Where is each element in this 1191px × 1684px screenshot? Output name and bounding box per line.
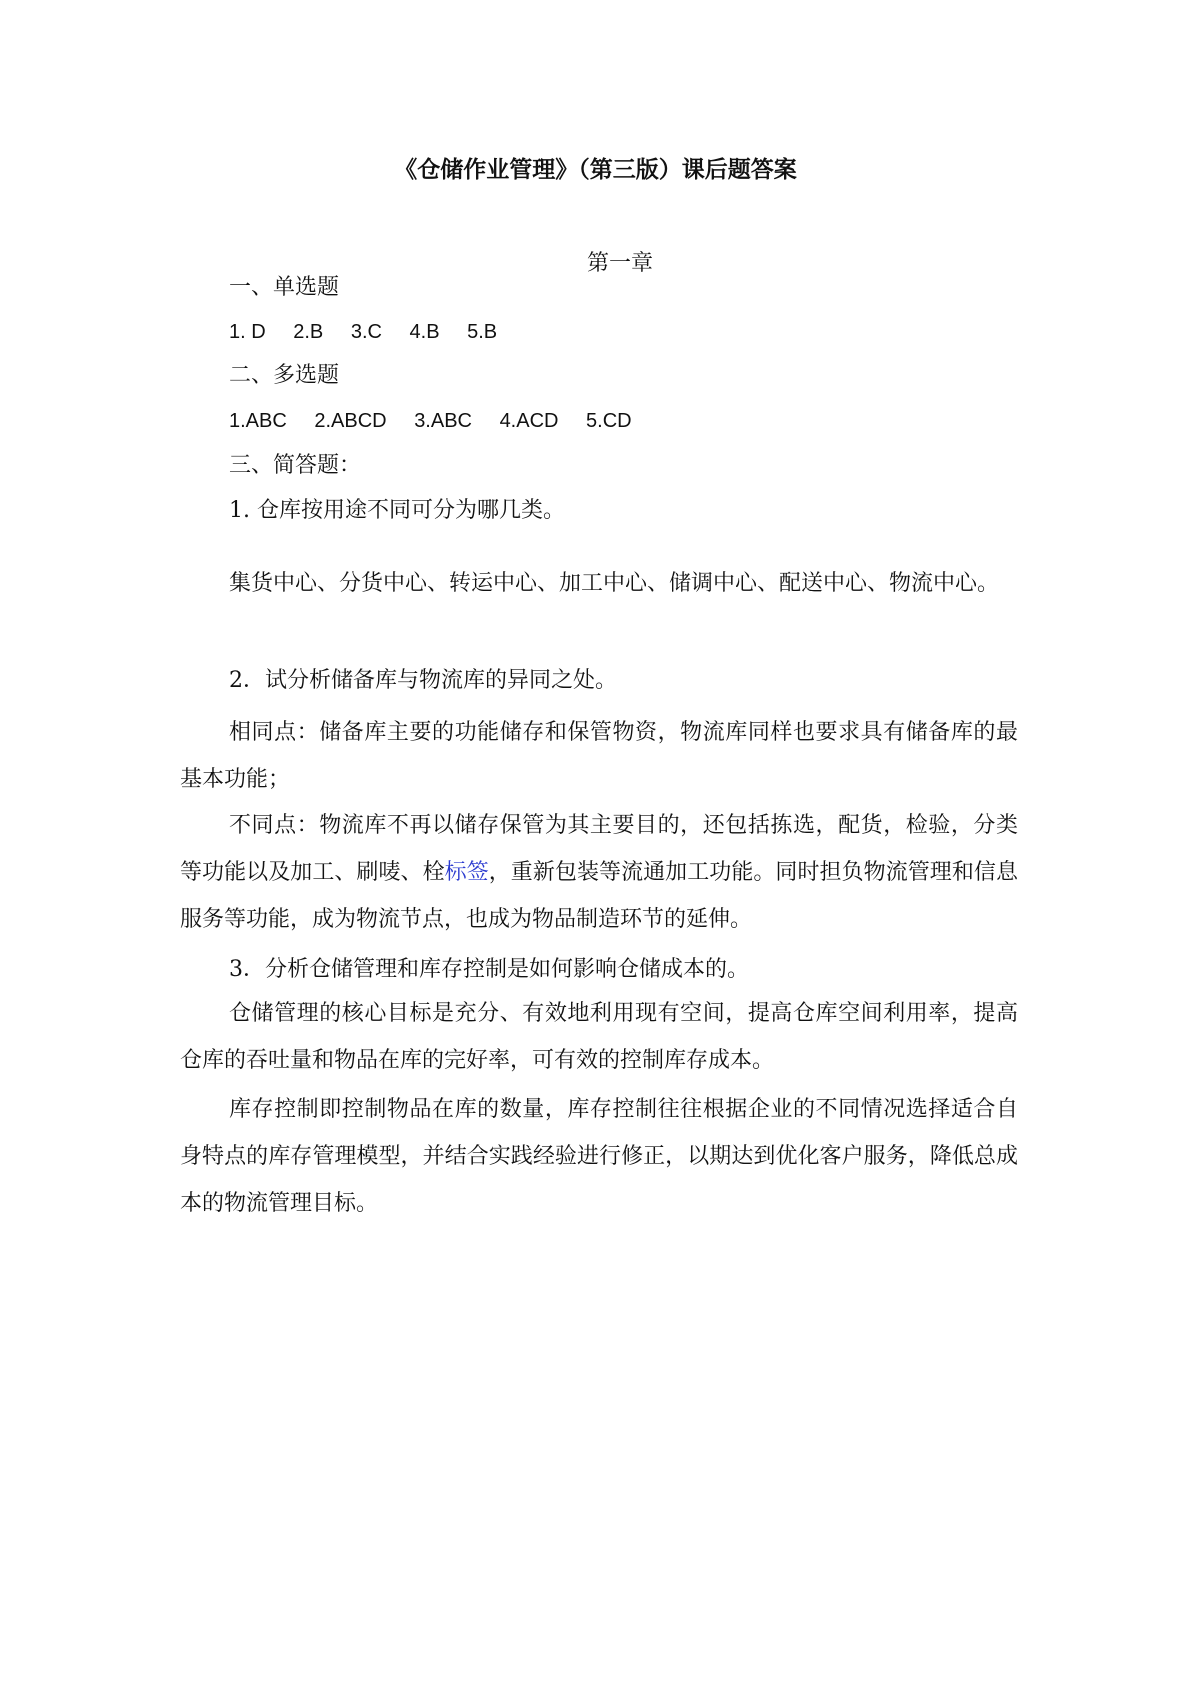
answer-item: 4.ACD — [499, 410, 559, 432]
answer-item: 1.ABC — [229, 410, 287, 432]
answer-2-differences-text: 不同点：物流库不再以储存保管为其主要目的，还包括拣选，配货，检验，分类等功能以及加工、刷唛、栓 — [180, 813, 1018, 885]
answer-3-paragraph-2: 库存控制即控制物品在库的数量，库存控制往往根据企业的不同情况选择适合自身特点的库存管理模型，并结合实践经验进行修正，以期达到优化客户服务，降低总成本的物流管理目标。 — [180, 1097, 1018, 1216]
multiple-choice-answers — [229, 403, 654, 439]
answer-item: 5.B — [467, 321, 498, 343]
answer-item: 3.C — [350, 321, 382, 343]
answer-item: 5.CD — [586, 410, 632, 432]
question-2: 2．试分析储备库与物流库的异同之处。 — [229, 668, 617, 693]
answer-3-paragraph-1: 仓储管理的核心目标是充分、有效地利用现有空间，提高仓库空间利用率，提高仓库的吞吐量和物品在库的完好率，可有效的控制库存成本。 — [180, 1001, 1018, 1073]
answer-1: 集货中心、分货中心、转运中心、加工中心、储调中心、配送中心、物流中心。 — [229, 571, 1000, 596]
answer-item: 4.B — [409, 321, 440, 343]
answer-item: 2.ABCD — [314, 410, 387, 432]
section-single-choice-heading: 一、单选题 — [229, 275, 340, 300]
answer-2-differences — [180, 802, 1018, 943]
answer-2-similarities: 相同点：储备库主要的功能储存和保管物资，物流库同样也要求具有储备库的最基本功能； — [180, 720, 1018, 792]
chapter-heading: 第一章 — [586, 251, 653, 276]
single-choice-answers — [229, 314, 519, 350]
section-multiple-choice-heading: 二、多选题 — [229, 363, 340, 388]
answer-item: 2.B — [293, 321, 324, 343]
question-1: 1. 仓库按用途不同可分为哪几类。 — [229, 498, 565, 523]
document-title: 《仓储作业管理》（第三版）课后题答案 — [394, 157, 797, 183]
section-short-answer-heading: 三、简答题： — [229, 453, 362, 478]
answer-2-differences-text-continued: ，重新包装等流通加工功能。同时担负物流管理和信息服务等功能，成为物流节点，也成为物品制造环节的延伸。 — [180, 860, 1018, 932]
question-3: 3．分析仓储管理和库存控制是如何影响仓储成本的。 — [229, 957, 749, 982]
answer-item: 3.ABC — [414, 410, 472, 432]
answer-item: 1. D — [229, 321, 266, 343]
label-link[interactable]: 标签 — [444, 860, 489, 885]
